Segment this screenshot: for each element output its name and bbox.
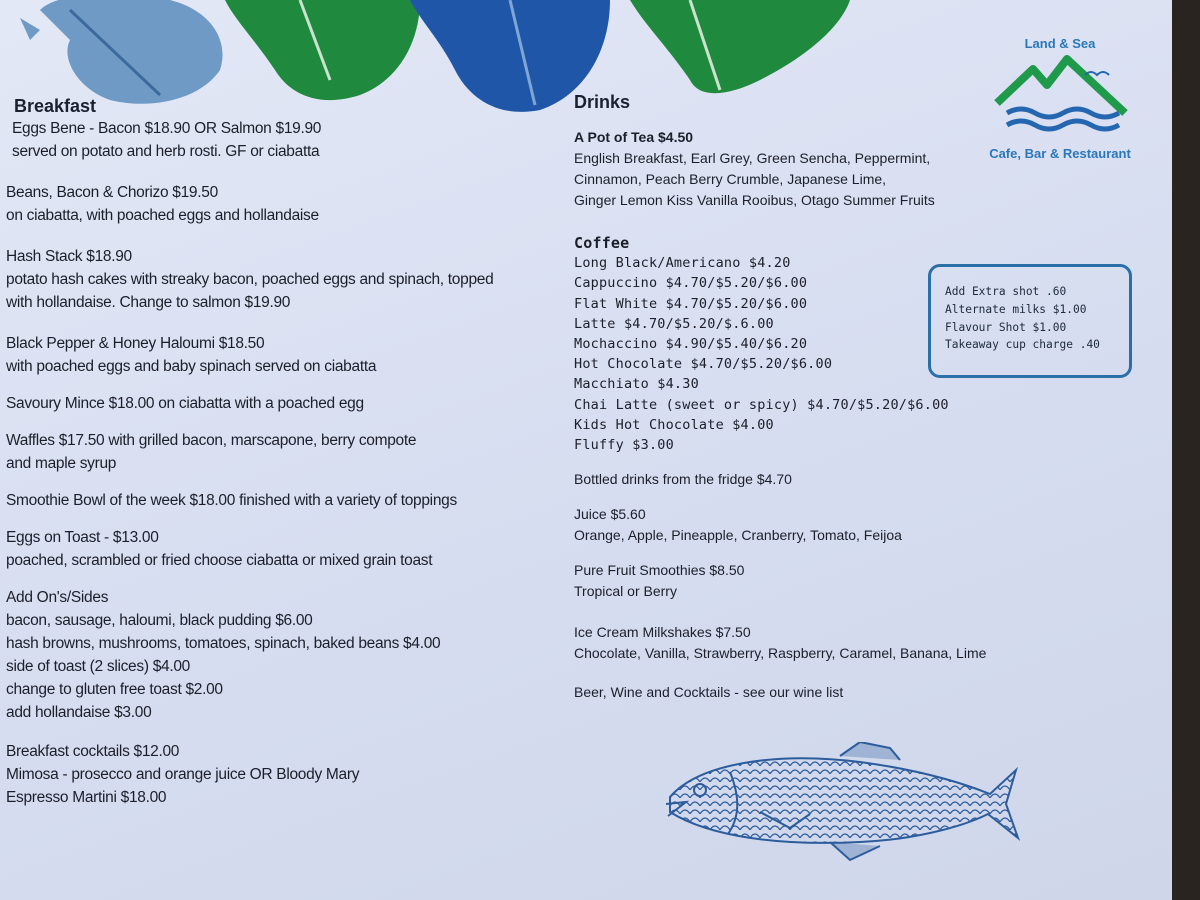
coffee-extras-box xyxy=(928,264,1132,378)
brand-logo xyxy=(975,36,1145,186)
side-item: side of toast (2 slices) $4.00 xyxy=(6,658,190,675)
menu-item xyxy=(6,181,546,227)
drinks-column xyxy=(574,92,994,703)
tea-line: Ginger Lemon Kiss Vanilla Rooibus, Otago Summer Fruits xyxy=(574,192,935,208)
menu-item xyxy=(6,489,546,512)
coffee-item: Flat White $4.70/$5.20/$6.00 xyxy=(574,295,808,312)
side-item: hash browns, mushrooms, tomatoes, spinach, baked beans $4.00 xyxy=(6,635,441,652)
coffee-item: Hot Chocolate $4.70/$5.20/$6.00 xyxy=(574,356,833,373)
fish-illustration-icon xyxy=(660,742,1020,868)
coffee-item: Cappuccino $4.70/$5.20/$6.00 xyxy=(574,275,808,292)
coffee-item: Chai Latte (sweet or spicy) $4.70/$5.20/$6.00 xyxy=(574,396,949,413)
leaf-icon xyxy=(630,0,850,93)
coffee-item: Kids Hot Chocolate $4.00 xyxy=(574,416,774,433)
item-name: Black Pepper & Honey Haloumi $18.50 xyxy=(6,335,265,352)
milkshake-section xyxy=(574,622,994,664)
item-desc: with poached eggs and baby spinach served on ciabatta xyxy=(6,358,377,375)
cocktail-line: Mimosa - prosecco and orange juice OR Bloody Mary xyxy=(6,766,360,783)
brand-name: Land & Sea xyxy=(1024,36,1096,51)
menu-item xyxy=(12,117,546,163)
sides-heading: Add On's/Sides xyxy=(6,589,109,606)
leaf-icon xyxy=(225,0,420,100)
smoothie-section xyxy=(574,560,994,602)
brand-subtitle: Cafe, Bar & Restaurant xyxy=(989,146,1131,161)
item-desc: potato hash cakes with streaky bacon, poached eggs and spinach, topped xyxy=(6,271,494,288)
extra-item: Alternate milks $1.00 xyxy=(945,302,1087,316)
coffee-item: Latte $4.70/$5.20/$.6.00 xyxy=(574,315,774,332)
item-name: Smoothie Bowl of the week $18.00 finished with a variety of toppings xyxy=(6,492,457,509)
mountain-waves-icon xyxy=(985,51,1135,141)
cocktail-line: Breakfast cocktails $12.00 xyxy=(6,743,180,760)
drinks-heading: Drinks xyxy=(574,92,631,112)
juice-heading: Juice $5.60 xyxy=(574,506,646,523)
side-item: bacon, sausage, haloumi, black pudding $6.00 xyxy=(6,612,313,629)
juice-section xyxy=(574,504,994,546)
side-item: add hollandaise $3.00 xyxy=(6,704,152,721)
menu-item xyxy=(6,245,546,314)
tea-line: English Breakfast, Earl Grey, Green Sencha, Peppermint, xyxy=(574,150,931,166)
cocktail-line: Espresso Martini $18.00 xyxy=(6,789,167,806)
item-desc: poached, scrambled or fried choose ciabatta or mixed grain toast xyxy=(6,552,433,569)
coffee-heading: Coffee xyxy=(574,234,630,252)
breakfast-heading: Breakfast xyxy=(14,96,97,116)
beer-wine-line: Beer, Wine and Cocktails - see our wine list xyxy=(574,684,844,701)
menu-item xyxy=(6,429,546,475)
smoothie-heading: Pure Fruit Smoothies $8.50 xyxy=(574,562,745,579)
menu-item xyxy=(6,332,546,378)
item-name: Eggs Bene - Bacon $18.90 OR Salmon $19.90 xyxy=(12,120,322,137)
bottled-drinks: Bottled drinks from the fridge $4.70 xyxy=(574,471,792,488)
item-name: Hash Stack $18.90 xyxy=(6,248,132,265)
extra-item: Flavour Shot $1.00 xyxy=(945,320,1067,334)
milkshake-list: Chocolate, Vanilla, Strawberry, Raspberry, Caramel, Banana, Lime xyxy=(574,645,987,662)
tea-heading: A Pot of Tea $4.50 xyxy=(574,129,694,145)
menu-item xyxy=(6,392,546,415)
side-item: change to gluten free toast $2.00 xyxy=(6,681,223,698)
coffee-item: Mochaccino $4.90/$5.40/$6.20 xyxy=(574,336,808,353)
item-name: Waffles $17.50 with grilled bacon, marscapone, berry compote xyxy=(6,432,417,449)
tea-line: Cinnamon, Peach Berry Crumble, Japanese Lime, xyxy=(574,171,887,187)
leaf-icon xyxy=(20,0,223,104)
juice-list: Orange, Apple, Pineapple, Cranberry, Tomato, Feijoa xyxy=(574,527,902,544)
sides-section xyxy=(6,586,546,724)
tea-section xyxy=(574,127,994,211)
cocktails-section xyxy=(6,740,546,809)
coffee-item: Macchiato $4.30 xyxy=(574,376,699,393)
extra-item: Add Extra shot .60 xyxy=(945,285,1067,298)
milkshake-heading: Ice Cream Milkshakes $7.50 xyxy=(574,624,751,641)
menu-item xyxy=(6,526,546,572)
item-desc: on ciabatta, with poached eggs and hollandaise xyxy=(6,207,319,224)
item-name: Savoury Mince $18.00 on ciabatta with a poached egg xyxy=(6,395,364,412)
item-desc: served on potato and herb rosti. GF or ciabatta xyxy=(12,143,320,160)
item-name: Beans, Bacon & Chorizo $19.50 xyxy=(6,184,218,201)
smoothie-list: Tropical or Berry xyxy=(574,583,677,600)
item-desc: and maple syrup xyxy=(6,455,117,472)
extra-item: Takeaway cup charge .40 xyxy=(945,338,1100,352)
breakfast-column xyxy=(6,96,546,809)
item-desc: with hollandaise. Change to salmon $19.90 xyxy=(6,294,291,311)
item-name: Eggs on Toast - $13.00 xyxy=(6,529,159,546)
coffee-item: Long Black/Americano $4.20 xyxy=(574,255,791,272)
coffee-item: Fluffy $3.00 xyxy=(574,437,674,454)
